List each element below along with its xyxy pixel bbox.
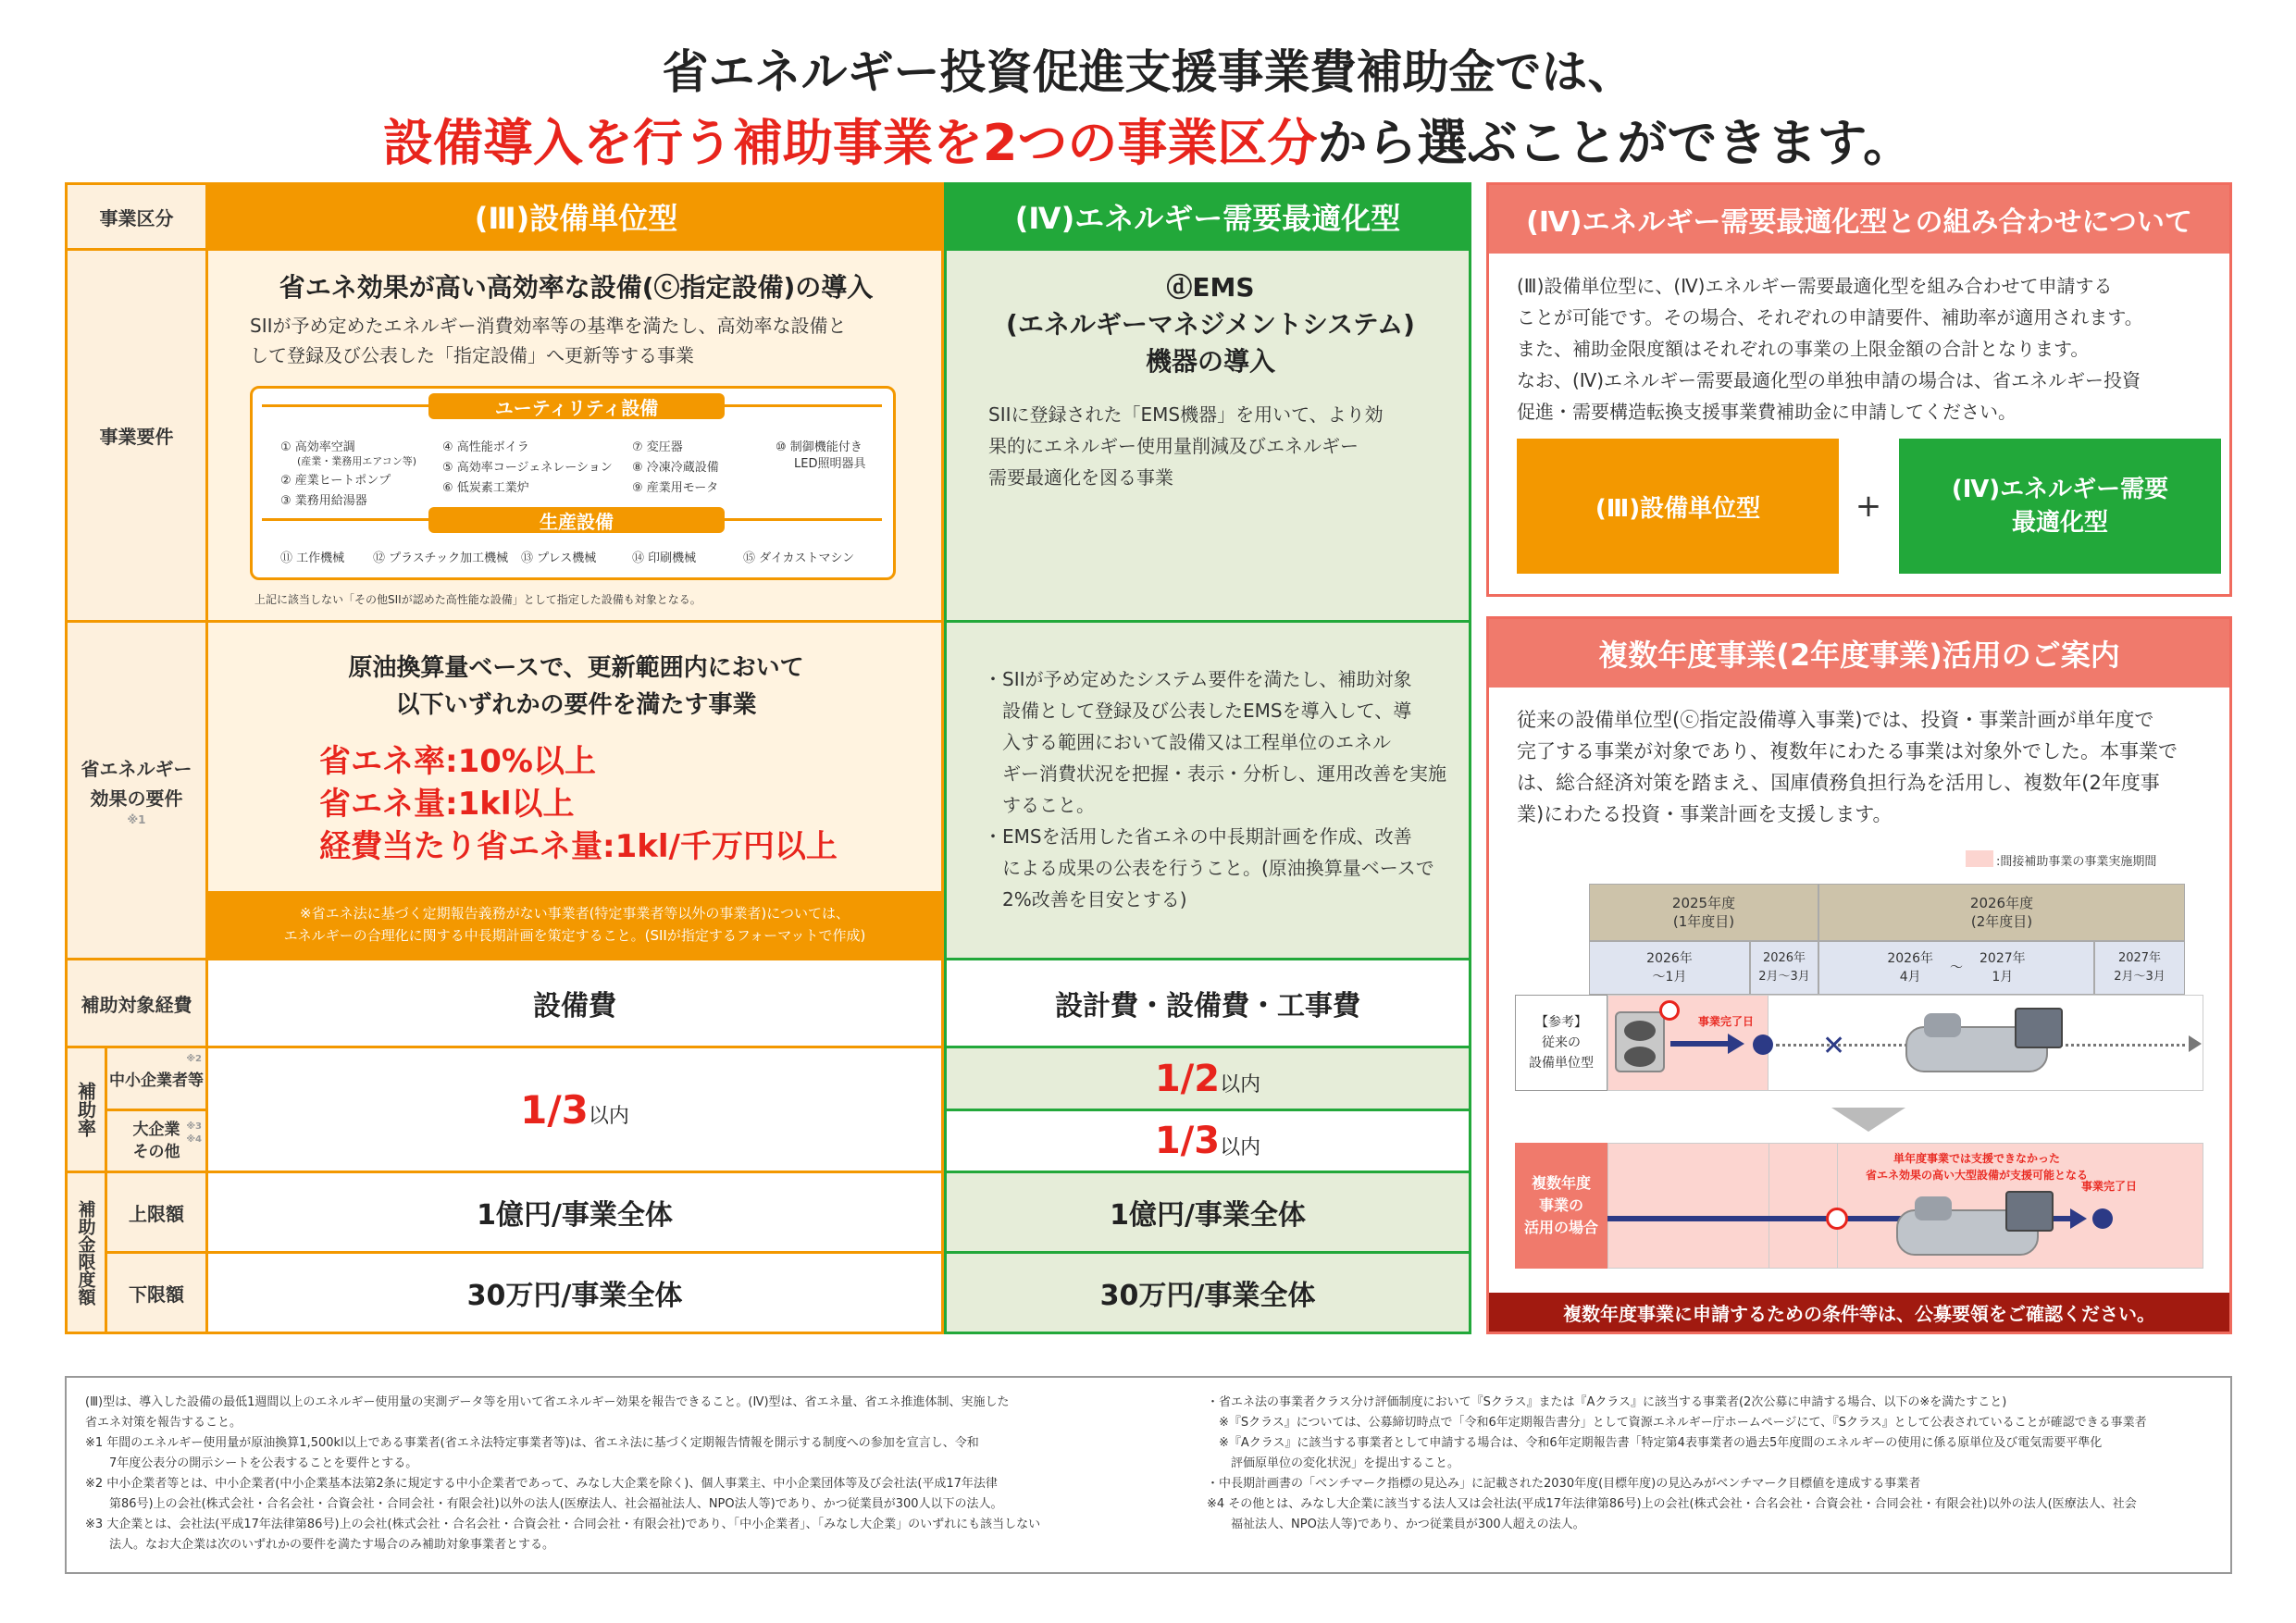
multiyear-done-marker [2092, 1208, 2113, 1229]
production-item-15: ⑮ ダイカストマシン [743, 551, 855, 565]
year-2025: 2025年度 (1年度目) [1589, 884, 1818, 941]
production-item-12: ⑫ プラスチック加工機械 [373, 551, 509, 565]
year-2026: 2026年度 (2年度目) [1818, 884, 2185, 941]
type4-effect-line-8: 2%改善を目安とする) [984, 888, 1187, 911]
label-upper: 上限額 [107, 1173, 208, 1254]
utility-item-6: ⑥ 低炭素工業炉 [442, 481, 529, 495]
type4-rate-sme [944, 1048, 1471, 1111]
page-subtitle [0, 104, 2296, 175]
down-arrow-icon [1831, 1108, 1905, 1132]
utility-item-1: ① 高効率空調 [280, 440, 355, 454]
type4-req-text3: 需要最適化を図る事業 [988, 466, 1173, 489]
multiyear-arrow-head [2070, 1208, 2087, 1229]
type3-req-text1: SIIが予め定めたエネルギー消費効率等の基準を満たし、高効率な設備と [250, 315, 847, 337]
reference-done-marker [1753, 1035, 1773, 1055]
effect-note-line2: エネルギーの合理化に関する中長期計画を策定すること。(SIIが指定するフォーマットで作成) [283, 927, 866, 944]
outdoor-unit-icon [1615, 1011, 1665, 1072]
note-left-5: ※2 中小企業者等とは、中小企業者(中小企業基本法第2条に規定する中小企業者であって、みなし大企業を除く)、個人事業主、中小企業団体等及び会社法(平成17年法律 [85, 1477, 998, 1491]
utility-item-7: ⑦ 変圧器 [632, 440, 683, 454]
reference-arrow-head [1728, 1034, 1744, 1054]
type4-req-text1: SIIに登録された「EMS機器」を用いて、より効 [988, 403, 1384, 426]
type4-req-title3: 機器の導入 [1145, 346, 1275, 377]
type4-rate-sme-suffix: 以内 [1220, 1073, 1261, 1096]
subtitle-highlight: 設備導入を行う補助事業を2つの事業区分 [382, 114, 1318, 172]
label-effect-note: ※1 [127, 813, 146, 826]
notes-left [85, 1393, 1168, 1555]
utility-item-10: ⑩ 制御機能付き [776, 440, 863, 454]
multi-line-2: 完了する事業が対象であり、複数年にわたる事業は対象外でした。本事業で [1517, 740, 2178, 762]
combo-box-type4-line1: (Ⅳ)エネルギー需要 [1951, 476, 2169, 503]
note-right-5: ・中長期計画書の「ベンチマーク指標の見込み」に記載された2030年度(目標年度)の見込みがベンチマーク目標値を達成する事業者 [1207, 1477, 1921, 1491]
header-type3: (Ⅲ)設備単位型 [208, 182, 944, 251]
type3-cost: 設備費 [208, 960, 944, 1048]
type3-rate-suffix: 以内 [588, 1104, 629, 1128]
equipment-box [250, 386, 896, 580]
type3-effect-title2: 以下いずれかの要件を満たす事業 [395, 691, 757, 719]
effect-amount: 省エネ量:1kl以上 [319, 786, 575, 823]
note-right-6: ※4 その他とは、みなし大企業に該当する法人又は会社法(平成17年法律第86号)上の会社(株式会社・合名会社・合資会社・合同会社・有限会社)以外の法人(医療法人、社会 [1207, 1497, 2137, 1511]
note-right-2: ※『Sクラス』については、公募締切時点で「令和6年定期報告書分」として資源エネルギー庁ホームページにて、『Sクラス』として公表されていることが確認できる事業者 [1207, 1416, 2147, 1430]
reference-arrow-end [2189, 1035, 2202, 1052]
combo-line-3: また、補助金限度額はそれぞれの事業の上限金額の合計となります。 [1517, 338, 2090, 360]
rate-sme-note: ※2 [186, 1054, 202, 1064]
multiyear-done-label: 事業完了日 [2081, 1180, 2138, 1193]
label-rate-large [107, 1111, 208, 1173]
type3-rate-value: 1/3 [520, 1086, 589, 1133]
type4-effect-line-6: ・EMSを活用した省エネの中長期計画を作成、改善 [984, 825, 1412, 848]
type4-effect-line-2: 設備として登録及び公表したEMSを導入して、導 [984, 700, 1412, 722]
multiyear-footer: 複数年度事業に申請するための条件等は、公募要領をご確認ください。 [1489, 1293, 2229, 1332]
combo-box-type3: (Ⅲ)設備単位型 [1517, 439, 1839, 574]
period-3b: 2027年 1月 [1980, 951, 2026, 985]
multiyear-start-marker [1826, 1208, 1848, 1230]
type4-effect-line-1: ・SIIが予め定めたシステム要件を満たし、補助対象 [984, 668, 1412, 690]
period-3 [1818, 941, 2094, 995]
note-left-7: ※3 大企業とは、会社法(平成17年法律第86号)上の会社(株式会社・合名会社・合資会社・合同会社・有限会社)であり、「中小企業者」、「みなし大企業」のいずれにも該当しない [85, 1518, 1041, 1531]
label-rate-group: 補助率 [65, 1048, 107, 1173]
note-right-4: 評価原単位の変化状況」を提出すること。 [1207, 1456, 1460, 1470]
note-left-2: 省エネ対策を報告すること。 [85, 1416, 242, 1430]
type3-effect-title1: 原油換算量ベースで、更新範囲内において [348, 654, 804, 682]
rate-sme-text: 中小企業者等 [109, 1072, 204, 1090]
legend-swatch [1966, 850, 1993, 867]
type4-req-title2: (エネルギーマネジメントシステム) [1006, 309, 1415, 340]
note-right-1: ・省エネ法の事業者クラス分け評価制度において『Sクラス』または『Aクラス』に該当する事業者(2次公募に申請する場合、以下の※を満たすこと) [1207, 1395, 2007, 1409]
header-type4: (Ⅳ)エネルギー需要最適化型 [944, 182, 1471, 251]
type4-requirements [944, 251, 1471, 623]
utility-label: ユーティリティ設備 [428, 393, 725, 419]
type3-requirements [208, 251, 944, 623]
label-effect-line: 省エネルギー 効果の要件 [81, 758, 192, 810]
note-left-6: 第86号)上の会社(株式会社・合名会社・合資会社・合同会社・有限会社)以外の法人(医療法人、社会福祉法人、NPO法人等)であり、かつ従業員が300人以下の法人。 [85, 1497, 1003, 1511]
multi-line-3: は、総合経済対策を踏まえ、国庫債務負担行為を活用し、複数年(2年度事 [1517, 772, 2160, 794]
combo-plus: + [1855, 488, 1882, 525]
notes-box [65, 1376, 2232, 1574]
type3-effect [208, 623, 944, 960]
type4-req-text2: 果的にエネルギー使用量削減及びエネルギー [988, 435, 1359, 457]
type4-rate-large-suffix: 以内 [1220, 1135, 1261, 1159]
type3-req-text2: して登録及び公表した「指定設備」へ更新等する事業 [250, 344, 694, 366]
type4-effect-line-3: 入する範囲において設備又は工程単位のエネル [984, 731, 1391, 753]
label-category: 事業区分 [65, 182, 208, 251]
combination-header: (Ⅳ)エネルギー需要最適化型との組み合わせについて [1489, 185, 2229, 254]
label-requirements: 事業要件 [65, 251, 208, 623]
reference-done-label: 事業完了日 [1698, 1015, 1755, 1028]
utility-item-3: ③ 業務用給湯器 [280, 494, 367, 508]
combo-box-type4 [1899, 439, 2221, 574]
subtitle-rest: から選ぶことができます。 [1317, 114, 1914, 172]
utility-item-10-sub: LED照明器具 [794, 457, 866, 471]
effect-note-line1: ※省エネ法に基づく定期報告義務がない事業者(特定事業者等以外の事業者)については、 [300, 905, 850, 922]
multi-line-4: 業)にわたる投資・事業計画を支援します。 [1517, 803, 1893, 825]
chiller-icon-2 [1896, 1191, 2054, 1263]
combo-line-1: (Ⅲ)設備単位型に、(Ⅳ)エネルギー需要最適化型を組み合わせて申請する [1517, 275, 2113, 297]
period-2: 2026年 2月～3月 [1750, 941, 1818, 995]
label-effect-req [65, 623, 208, 960]
rate-large-text: 大企業 その他 [132, 1121, 180, 1161]
multiyear-header: 複数年度事業(2年度事業)活用のご案内 [1489, 619, 2229, 688]
effect-rate: 省エネ率:10%以上 [319, 743, 596, 780]
note-left-3: ※1 年間のエネルギー使用量が原油換算1,500kl以上である事業者(省エネ法特定事業者等)は、省エネ法に基づく定期報告情報を開示する制度への参加を宣言し、令和 [85, 1436, 979, 1450]
note-right-3: ※『Aクラス』に該当する事業者として申請する場合は、令和6年定期報告書「特定第4表事業者の過去5年度間のエネルギーの使用に係る原単位及び電気需要平準化 [1207, 1436, 2103, 1450]
notes-right [1207, 1393, 2225, 1535]
chiller-icon [1905, 1008, 2063, 1080]
type3-rate [208, 1048, 944, 1173]
utility-item-1-sub: (産業・業務用エアコン等) [297, 455, 417, 467]
note-left-1: (Ⅲ)型は、導入した設備の最低1週間以上のエネルギー使用量の実測データ等を用いて省エネルギー効果を報告できること。(Ⅳ)型は、省エネ量、省エネ推進体制、実施した [85, 1395, 1010, 1409]
callout-line1: 単年度事業では支援できなかった [1893, 1152, 2060, 1165]
reference-arrow-line [1670, 1041, 1731, 1047]
production-item-14: ⑭ 印刷機械 [632, 551, 697, 565]
type4-effect [944, 623, 1471, 960]
rate-large-note: ※3 ※4 [186, 1121, 202, 1145]
effect-per-cost: 経費当たり省エネ量:1kl/千万円以上 [319, 828, 838, 865]
type4-req-title1: ⓓEMS [1166, 272, 1255, 303]
type3-effect-note [208, 891, 941, 958]
row-reference-label: 【参考】 従来の 設備単位型 [1515, 995, 1607, 1091]
type4-rate-large [944, 1111, 1471, 1173]
utility-item-5: ⑤ 高効率コージェネレーション [442, 461, 613, 475]
label-lower: 下限額 [107, 1254, 208, 1334]
note-left-4: 7年度公表分の開示シートを公表することを要件とする。 [85, 1456, 418, 1470]
period-1: 2026年 ～1月 [1589, 941, 1750, 995]
type3-req-title: 省エネ効果が高い高効率な設備(ⓒ指定設備)の導入 [279, 272, 874, 303]
utility-item-2: ② 産業ヒートポンプ [280, 474, 391, 488]
callout-line2: 省エネ効果の高い大型設備が支援可能となる [1865, 1169, 2088, 1182]
production-item-11: ⑪ 工作機械 [280, 551, 345, 565]
type4-upper: 1億円/事業全体 [944, 1173, 1471, 1254]
label-eligible-cost: 補助対象経費 [65, 960, 208, 1048]
period-4: 2027年 2月～3月 [2094, 941, 2185, 995]
note-right-7: 福祉法人、NPO法人等)であり、かつ従業員が300人超えの法人。 [1207, 1518, 1585, 1531]
type4-rate-sme-value: 1/2 [1154, 1057, 1221, 1100]
reference-start-marker [1659, 1000, 1680, 1021]
type4-cost: 設計費・設備費・工事費 [944, 960, 1471, 1048]
label-rate-sme [107, 1048, 208, 1111]
period-3a: 2026年 4月 [1887, 951, 1933, 985]
reference-cross-icon: ✕ [1822, 1030, 1846, 1062]
type4-lower: 30万円/事業全体 [944, 1254, 1471, 1334]
type4-rate-large-value: 1/3 [1154, 1120, 1221, 1162]
utility-item-8: ⑧ 冷凍冷蔵設備 [632, 461, 719, 475]
combo-line-4: なお、(Ⅳ)エネルギー需要最適化型の単独申請の場合は、省エネルギー投資 [1517, 369, 2141, 391]
multi-line-1: 従来の設備単位型(ⓒ指定設備導入事業)では、投資・事業計画が単年度で [1517, 709, 2154, 731]
multiyear-panel [1486, 616, 2232, 1334]
row-multiyear-divider2 [1837, 1143, 1838, 1269]
legend-text: :間接補助事業の事業実施期間 [1996, 855, 2157, 869]
utility-item-4: ④ 高性能ボイラ [442, 440, 529, 454]
combo-line-2: ことが可能です。その場合、それぞれの申請要件、補助率が適用されます。 [1517, 306, 2143, 328]
type3-req-footnote: 上記に該当しない「その他SIIが認めた高性能な設備」として指定した設備も対象となる。 [254, 593, 701, 606]
callout [1852, 1150, 2102, 1183]
utility-item-9: ⑨ 産業用モータ [632, 481, 719, 495]
type3-upper: 1億円/事業全体 [208, 1173, 944, 1254]
period-3-sep: ～ [1950, 960, 1963, 975]
type3-lower: 30万円/事業全体 [208, 1254, 944, 1334]
combination-panel [1486, 182, 2232, 597]
combo-box-type4-line2: 最適化型 [2011, 509, 2108, 537]
type4-effect-line-7: による成果の公表を行うこと。(原油換算量ベースで [984, 857, 1434, 879]
comparison-table [65, 182, 1471, 1334]
label-limit-group: 補助金限度額 [65, 1173, 107, 1334]
row-multiyear-label: 複数年度 事業の 活用の場合 [1515, 1143, 1607, 1269]
production-item-13: ⑬ プレス機械 [521, 551, 597, 565]
type4-effect-line-4: ギー消費状況を把握・表示・分析し、運用改善を実施 [984, 762, 1446, 785]
page-title: 省エネルギー投資促進支援事業費補助金では、 [662, 45, 1634, 99]
note-left-8: 法人。なお大企業は次のいずれかの要件を満たす場合のみ補助対象事業者とする。 [85, 1538, 555, 1552]
combo-line-5: 促進・需要構造転換支援事業費補助金に申請してください。 [1517, 401, 2017, 423]
type4-effect-line-5: すること。 [984, 794, 1095, 816]
production-label: 生産設備 [428, 507, 725, 533]
